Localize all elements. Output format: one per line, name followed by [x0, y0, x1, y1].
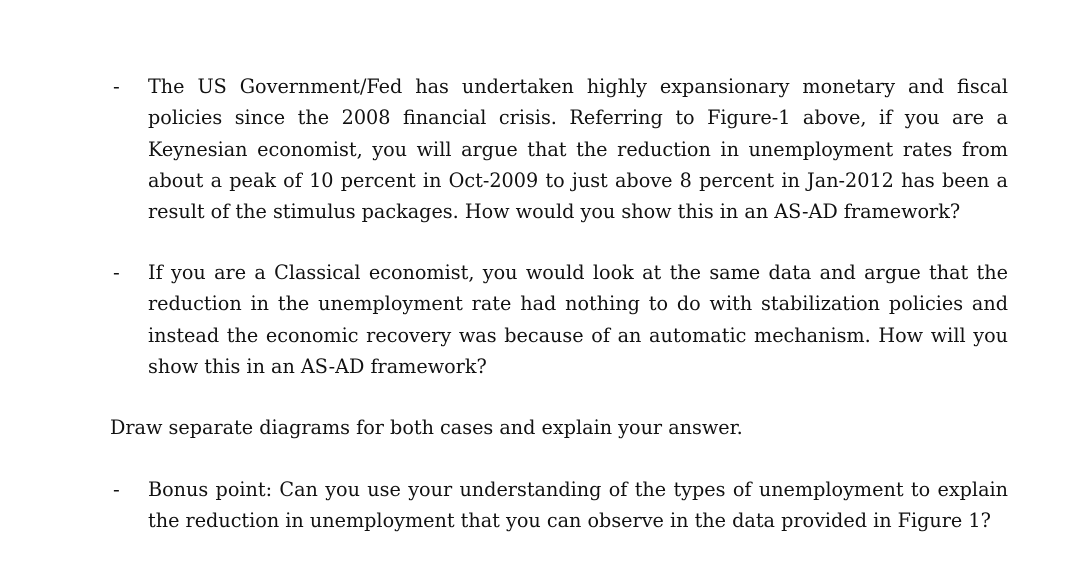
- bullet-dash: -: [113, 260, 120, 284]
- bullet-dash: -: [113, 74, 120, 98]
- bonus-question-text: Bonus point: Can you use your understanding of the types of unemployment to explain the reduction in unemployment that you can observe in the data provided in Figure 1?: [148, 478, 1008, 533]
- question-classical-text: If you are a Classical economist, you would look at the same data and argue that the reduction in the unemployment rate had nothing to do with stabilization policies and instead the economic recovery was because of an automatic mechanism. How will you show this in an AS-AD framework?: [148, 261, 1008, 378]
- bullet-dash: -: [113, 477, 120, 501]
- question-keynesian-text: The US Government/Fed has undertaken highly expansionary monetary and fiscal policies since the 2008 financial crisis. Referring to Figure-1 above, if you are a Keynesian economist, you will argue that the reduction in unemployment rates from about a peak of 10 percent in Oct-2009 to just above 8 percent in Jan-2012 has been a result of the stimulus packages. How would you show this in an AS-AD framework?: [148, 75, 1008, 224]
- instruction-text: Draw separate diagrams for both cases and explain your answer.: [110, 416, 743, 439]
